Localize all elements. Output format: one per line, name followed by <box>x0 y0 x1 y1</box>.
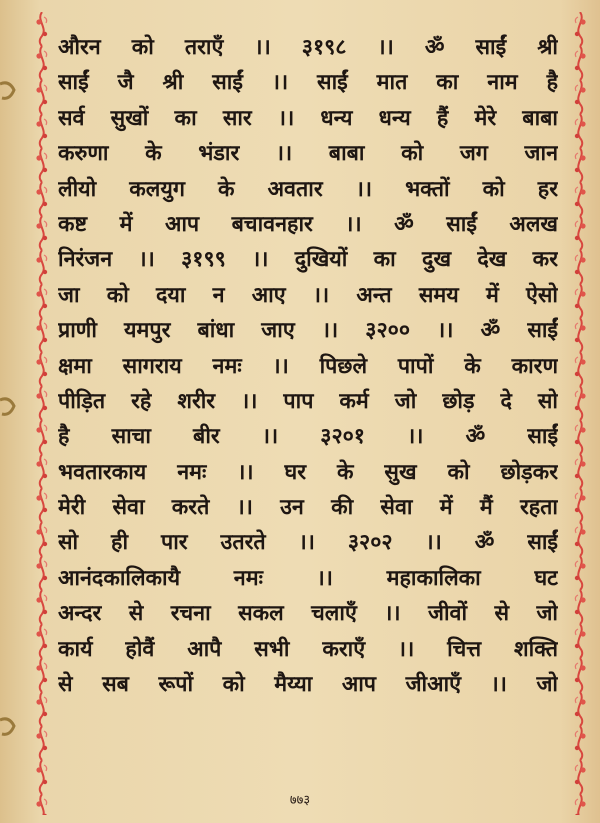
verse-line: आनंदकालिकायै नमः ।। महाकालिका घट <box>58 565 558 591</box>
page-number: ७७३ <box>289 793 311 808</box>
binding-string <box>0 78 18 104</box>
binding-string <box>0 714 18 740</box>
verse-line: से सब रूपों को मैय्या आप जीआएँ ।। जो <box>58 672 558 698</box>
verse-line: प्राणी यमपुर बांधा जाए ।। ३२०० ।। ॐ साईं <box>58 318 558 344</box>
verse-line: कार्य होवैं आपै सभी कराएँ ।। चित्त शक्ति <box>58 636 558 662</box>
verse-line: सो ही पार उतरते ।। ३२०२ ।। ॐ साईं <box>58 530 558 556</box>
verse-line: करुणा के भंडार ।। बाबा को जग जान <box>58 141 558 167</box>
verse-line: मेरी सेवा करते ।। उन की सेवा में मैं रहता <box>58 495 558 521</box>
verse-line: कष्ट में आप बचावनहार ।। ॐ साईं अलख <box>58 211 558 237</box>
verse-line: जा को दया न आए ।। अन्त समय में ऐसो <box>58 282 558 308</box>
verse-line: लीयो कलयुग के अवतार ।। भक्तों को हर <box>58 176 558 202</box>
verse-line: निरंजन ।। ३१९९ ।। दुखियों का दुख देख कर <box>58 247 558 273</box>
left-floral-border <box>34 12 50 815</box>
right-floral-border <box>572 12 588 815</box>
verse-line: पीड़ित रहे शरीर ।। पाप कर्म जो छोड़ दे सो <box>58 388 558 414</box>
verse-line: औरन को तराएँ ।। ३१९८ ।। ॐ साईं श्री <box>58 35 558 60</box>
verse-line: भवतारकाय नमः ।। घर के सुख को छोड़कर <box>58 459 558 485</box>
binding-string <box>0 394 18 420</box>
verse-line: अन्दर से रचना सकल चलाएँ ।। जीवों से जो <box>58 601 558 627</box>
verse-line: साईं जै श्री साईं ।। साईं मात का नाम है <box>58 70 558 96</box>
verse-line: सर्व सुखों का सार ।। धन्य धन्य हैं मेरे बाबा <box>58 105 558 131</box>
verse-text-block <box>58 30 558 702</box>
verse-line: है साचा बीर ।। ३२०१ ।। ॐ साईं <box>58 424 558 450</box>
verse-line: क्षमा सागराय नमः ।। पिछले पापों के कारण <box>58 353 558 379</box>
